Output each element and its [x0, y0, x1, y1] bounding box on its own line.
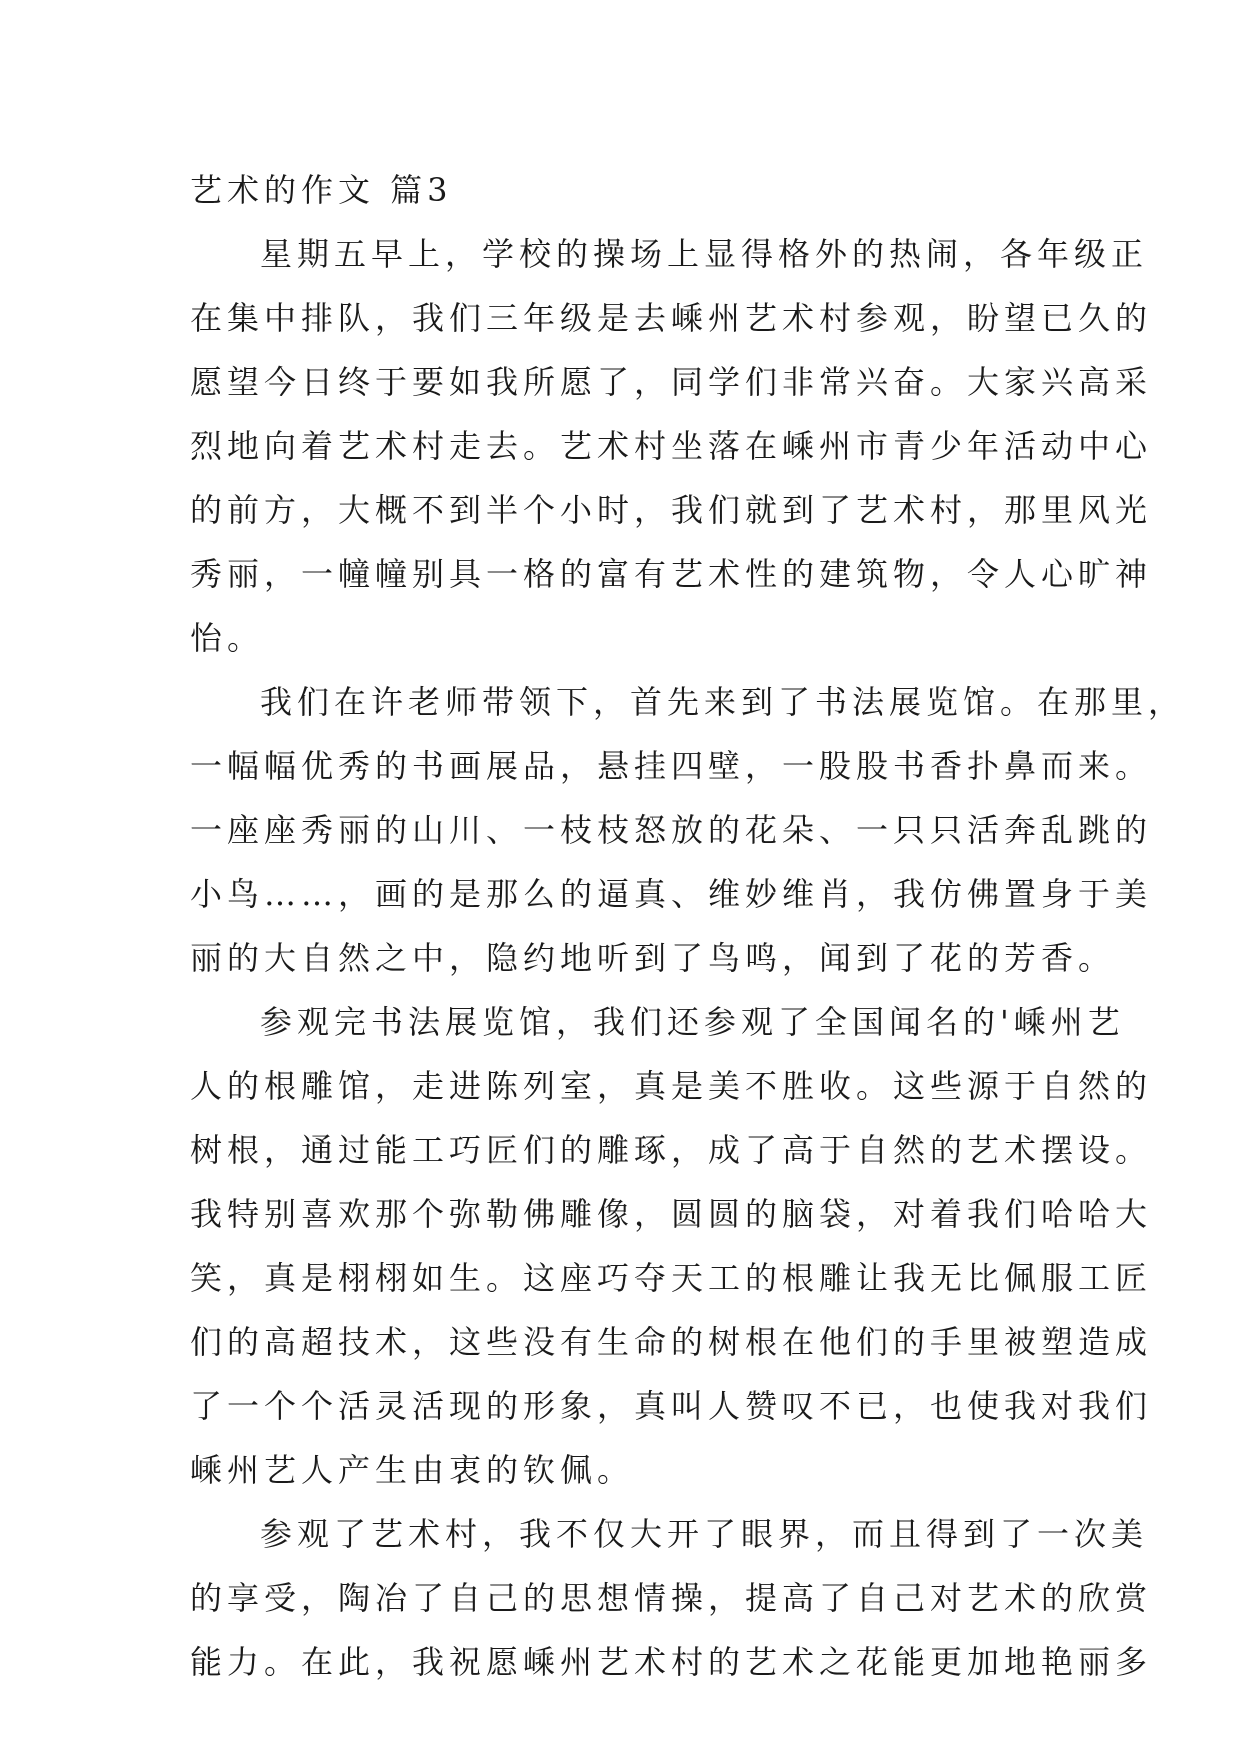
paragraph-line: 参观了艺术村，我不仅大开了眼界，而且得到了一次美 [260, 1515, 1149, 1553]
paragraph-4 [190, 1502, 1153, 1694]
paragraph-line: 一座座秀丽的山川、一枝枝怒放的花朵、一只只活奔乱跳的 [190, 811, 1153, 849]
paragraph-line: 树根，通过能工巧匠们的雕琢，成了高于自然的艺术摆设。 [190, 1131, 1153, 1169]
paragraph-line: 的前方，大概不到半个小时，我们就到了艺术村，那里风光 [190, 491, 1153, 529]
paragraph-line: 笑，真是栩栩如生。这座巧夺天工的根雕让我无比佩服工匠 [190, 1259, 1153, 1297]
paragraph-line: 嵊州艺人产生由衷的钦佩。 [190, 1451, 635, 1489]
paragraph-line: 了一个个活灵活现的形象，真叫人赞叹不已，也使我对我们 [190, 1387, 1153, 1425]
paragraph-line: 一幅幅优秀的书画展品，悬挂四壁，一股股书香扑鼻而来。 [190, 747, 1153, 785]
paragraph-line: 我们在许老师带领下，首先来到了书法展览馆。在那里， [260, 683, 1186, 721]
document-body [190, 158, 1186, 1694]
paragraph-line: 星期五早上，学校的操场上显得格外的热闹，各年级正 [260, 235, 1149, 273]
paragraph-line: 能力。在此，我祝愿嵊州艺术村的艺术之花能更加地艳丽多 [190, 1643, 1153, 1681]
paragraph-line: 小鸟……，画的是那么的逼真、维妙维肖，我仿佛置身于美 [190, 875, 1153, 913]
paragraph-line: 我特别喜欢那个弥勒佛雕像，圆圆的脑袋，对着我们哈哈大 [190, 1195, 1153, 1233]
paragraph-3 [190, 990, 1153, 1502]
paragraph-line: 们的高超技术，这些没有生命的树根在他们的手里被塑造成 [190, 1323, 1153, 1361]
paragraph-line: 的享受，陶冶了自己的思想情操，提高了自己对艺术的欣赏 [190, 1579, 1153, 1617]
document-title: 艺术的作文 篇3 [190, 171, 453, 209]
paragraph-2 [190, 670, 1186, 990]
paragraph-line: 秀丽，一幢幢别具一格的富有艺术性的建筑物，令人心旷神 [190, 555, 1153, 593]
paragraph-line: 丽的大自然之中，隐约地听到了鸟鸣，闻到了花的芳香。 [190, 939, 1116, 977]
paragraph-line: 愿望今日终于要如我所愿了，同学们非常兴奋。大家兴高采 [190, 363, 1153, 401]
paragraph-line: 人的根雕馆，走进陈列室，真是美不胜收。这些源于自然的 [190, 1067, 1153, 1105]
paragraph-line: 烈地向着艺术村走去。艺术村坐落在嵊州市青少年活动中心 [190, 427, 1153, 465]
paragraph-line: 参观完书法展览馆，我们还参观了全国闻名的'嵊州艺 [260, 1003, 1125, 1041]
paragraph-line: 在集中排队，我们三年级是去嵊州艺术村参观，盼望已久的 [190, 299, 1153, 337]
paragraph-line: 怡。 [190, 619, 265, 657]
paragraph-1 [190, 222, 1153, 670]
